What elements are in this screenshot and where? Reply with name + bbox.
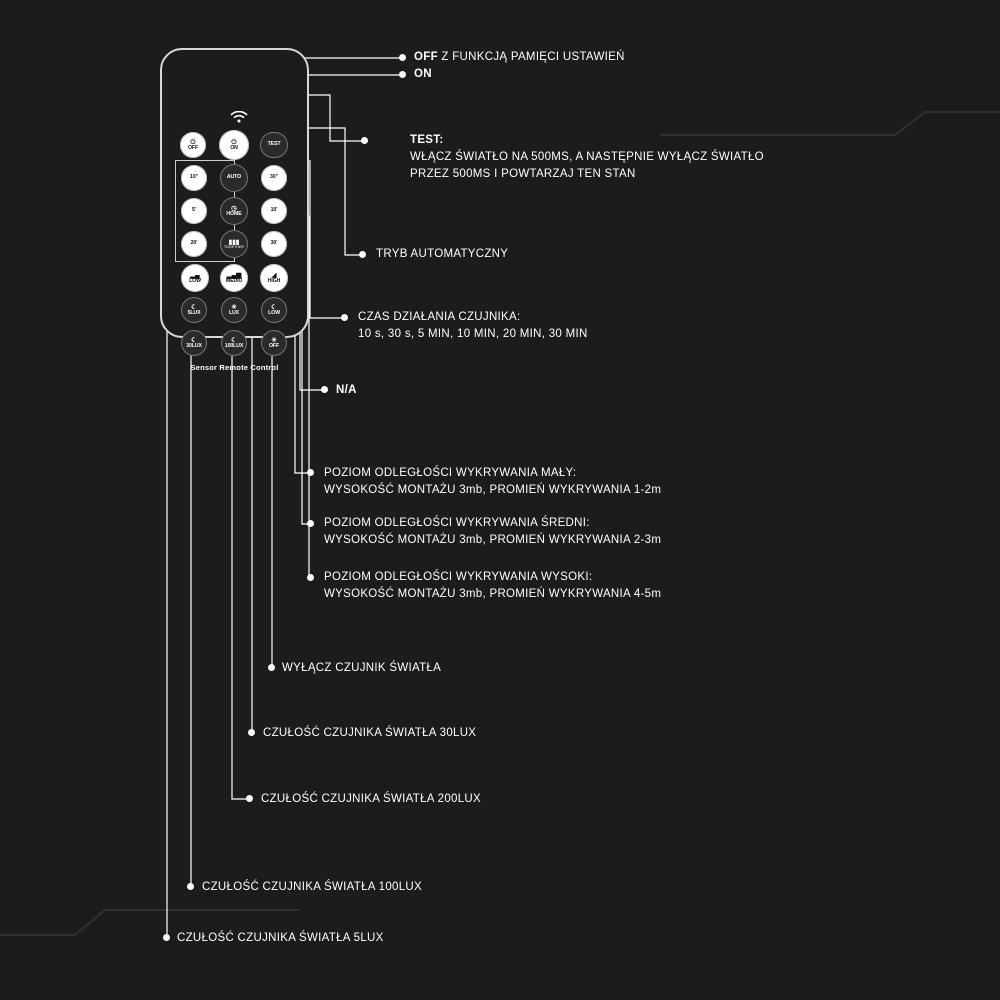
moon-icon: ☾ — [191, 336, 197, 344]
button-10min[interactable]: 10' — [261, 198, 287, 224]
callout-time — [358, 309, 588, 343]
callout-dot-distance-high — [307, 574, 314, 581]
button-lux-100[interactable]: ☾ 100LUX — [221, 330, 247, 356]
sun-icon: ☀ — [271, 336, 277, 344]
callout-dot-lux100 — [187, 883, 194, 890]
callout-dot-test — [361, 137, 368, 144]
callout-lux30: CZUŁOŚĆ CZUJNIKA ŚWIATŁA 30LUX — [263, 727, 477, 739]
callout-auto: TRYB AUTOMATYCZNY — [376, 248, 509, 260]
button-30s[interactable]: 30" — [261, 165, 287, 191]
callout-lux100: CZUŁOŚĆ CZUJNIKA ŚWIATŁA 100LUX — [202, 881, 422, 893]
button-lux-low[interactable]: ☾ LOW — [261, 297, 287, 323]
callout-distance-low — [324, 465, 661, 499]
callout-dot-off — [399, 54, 406, 61]
callout-dot-on — [399, 71, 406, 78]
callout-distance-high-line1: POZIOM ODLEGŁOŚCI WYKRYWANIA WYSOKI: — [324, 571, 593, 583]
signal-low-icon: ▂▄ — [190, 271, 200, 279]
callout-dot-na — [321, 386, 328, 393]
callout-lux5: CZUŁOŚĆ CZUJNIKA ŚWIATŁA 5LUX — [177, 932, 384, 944]
power-icon: ⏻ — [190, 138, 196, 146]
button-distance-low[interactable]: ▂▄ LOW — [181, 264, 209, 292]
callout-dot-lux30 — [248, 729, 255, 736]
button-off[interactable]: ⏻ OFF — [180, 132, 206, 158]
power-icon: ⏻ — [231, 138, 237, 146]
moon-icon: ☾ — [271, 303, 277, 311]
callout-dot-lux200 — [246, 795, 253, 802]
callout-lux200: CZUŁOŚĆ CZUJNIKA ŚWIATŁA 200LUX — [261, 793, 481, 805]
clock-icon: ◷ — [231, 204, 237, 212]
moon-icon: ☾ — [231, 336, 237, 344]
callout-dot-distance-low — [307, 469, 314, 476]
button-10s[interactable]: 10" — [181, 165, 207, 191]
callout-off — [414, 49, 625, 66]
callout-test-line2: WŁĄCZ ŚWIATŁO NA 500MS, A NASTĘPNIE WYŁĄCZ ŚWIATŁO — [410, 151, 764, 163]
callout-off-rest: Z FUNKCJĄ PAMIĘCI USTAWIEŃ — [437, 51, 625, 63]
callout-light-off: WYŁĄCZ CZUJNIK ŚWIATŁA — [282, 662, 442, 674]
button-30min[interactable]: 30' — [261, 231, 287, 257]
button-lux-sun[interactable]: ☀ LUX — [221, 297, 247, 323]
callout-test-line3: PRZEZ 500MS I POWTARZAJ TEN STAN — [410, 168, 636, 180]
callout-time-line1: CZAS DZIAŁANIA CZUJNIKA: — [358, 311, 521, 323]
sun-icon: ☀ — [231, 303, 237, 311]
bars-icon: ▮▮▮ — [228, 238, 240, 246]
button-home[interactable]: ◷ HOME — [220, 197, 248, 225]
callout-dot-auto — [359, 251, 366, 258]
callout-dot-time — [341, 314, 348, 321]
callout-na: N/A — [336, 384, 357, 396]
button-test[interactable]: TEST — [260, 132, 288, 158]
button-distance-medium[interactable]: ▂▄▆ MEDIU — [220, 264, 248, 292]
callout-test — [410, 132, 764, 183]
callout-time-line2: 10 s, 30 s, 5 MIN, 10 MIN, 20 MIN, 30 MIN — [358, 328, 588, 340]
signal-medium-icon: ▂▄▆ — [226, 271, 242, 279]
remote-control — [160, 48, 309, 372]
callout-distance-high-line2: WYSOKOŚĆ MONTAŻU 3mb, PROMIEŃ WYKRYWANIA 4-5m — [324, 588, 662, 600]
button-lux-5[interactable]: ☾ 5LUX — [181, 297, 207, 323]
callout-dot-light-off — [268, 664, 275, 671]
callout-distance-medium-line1: POZIOM ODLEGŁOŚCI WYKRYWANIA ŚREDNI: — [324, 517, 590, 529]
button-distance-high[interactable]: ◢ HIGH — [260, 264, 288, 292]
button-on[interactable]: ⏻ ON — [219, 130, 249, 160]
callout-dot-lux5 — [163, 934, 170, 941]
callout-distance-low-line2: WYSOKOŚĆ MONTAŻU 3mb, PROMIEŃ WYKRYWANIA 1-2m — [324, 484, 662, 496]
remote-brand-label: Sensor Remote Control — [190, 363, 279, 372]
signal-high-icon: ◢ — [271, 271, 277, 279]
button-lux-30[interactable]: ☾ 30LUX — [181, 330, 207, 356]
callout-distance-high — [324, 569, 661, 603]
button-together[interactable]: ▮▮▮ TOGETHER — [220, 230, 248, 258]
wifi-icon — [228, 110, 250, 124]
callout-distance-medium-line2: WYSOKOŚĆ MONTAŻU 3mb, PROMIEŃ WYKRYWANIA 2-3m — [324, 534, 662, 546]
moon-icon: ☾ — [191, 303, 197, 311]
button-auto[interactable]: AUTO — [220, 164, 248, 192]
callout-dot-distance-medium — [307, 520, 314, 527]
callout-distance-medium — [324, 515, 661, 549]
callout-on: ON — [414, 68, 432, 80]
callout-off-bold: OFF — [414, 51, 438, 63]
button-lux-off[interactable]: ☀ OFF — [261, 330, 287, 356]
button-20min[interactable]: 20' — [181, 231, 207, 257]
callout-distance-low-line1: POZIOM ODLEGŁOŚCI WYKRYWANIA MAŁY: — [324, 467, 577, 479]
callout-test-line1: TEST: — [410, 134, 444, 146]
button-5min[interactable]: 5' — [181, 198, 207, 224]
